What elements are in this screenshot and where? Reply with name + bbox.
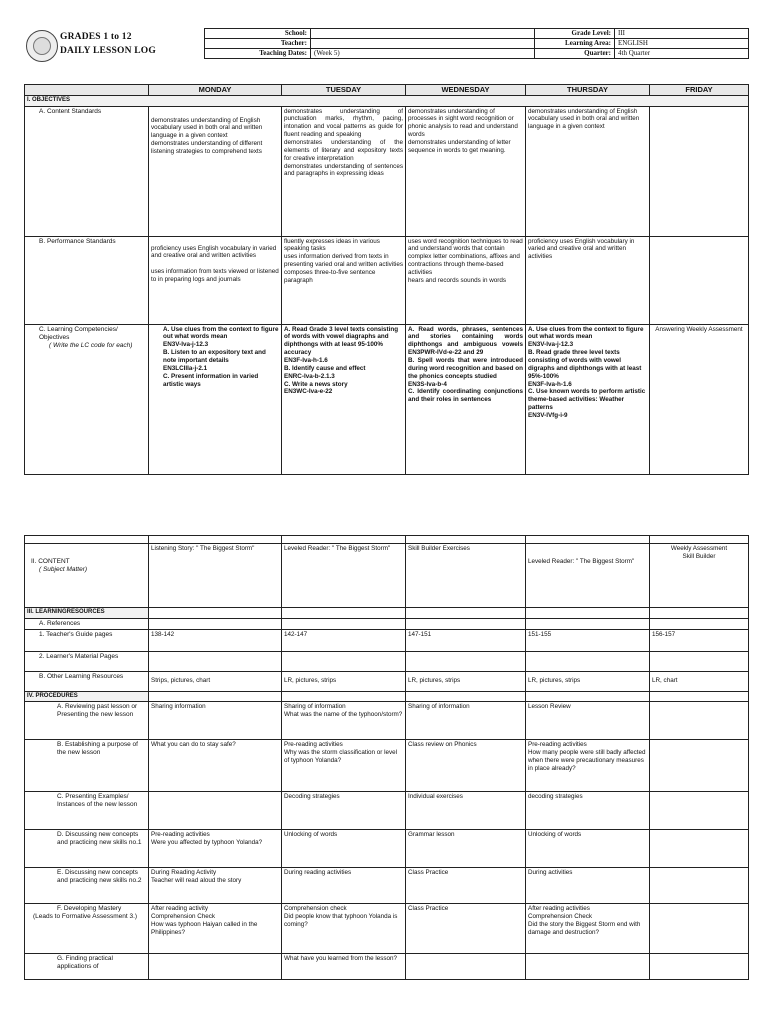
content-standards-cell[interactable]	[650, 106, 749, 236]
teacher-label: Teacher:	[205, 39, 311, 49]
teachers-guide-cell[interactable]: 156-157	[650, 629, 749, 651]
content-standards-cell[interactable]: demonstrates understanding of punctuation marks, rhythm, pacing, intonation and vocal patterns as guide for fluent reading and speaking demonstrates understanding of the elements of literary and expository texts for creative interpretation demonstrates understanding of sentences and paragraphs in expressing ideas	[282, 106, 406, 236]
procedure-label: A. Reviewing past lesson or Presenting the new lesson	[25, 702, 149, 740]
performance-standards-cell[interactable]: uses word recognition techniques to read and understand words that contain complex letter combinations, affixes and contractions through theme-based activities hears and records sounds in words	[406, 236, 526, 324]
header-title-line2: DAILY LESSON LOG	[60, 46, 156, 56]
procedure-cell[interactable]: Unlocking of words	[526, 830, 650, 868]
performance-standards-cell[interactable]: proficiency uses English vocabulary in varied and creative oral and written activities	[526, 236, 650, 324]
header-info-grid	[204, 28, 749, 59]
procedure-cell[interactable]: During reading activities	[282, 868, 406, 904]
procedure-cell[interactable]	[650, 740, 749, 792]
developing-mastery-note: (Leads to Formative Assessment 3.)	[33, 913, 138, 921]
blank-cell	[650, 536, 749, 544]
day-header: MONDAY	[149, 85, 282, 96]
procedure-cell[interactable]: Pre-reading activities Why was the storm classification or level of typhoon Yolanda?	[282, 740, 406, 792]
teaching-dates-field[interactable]: (Week 5)	[311, 49, 535, 59]
subject-matter-cell[interactable]: Skill Builder Exercises	[406, 544, 526, 608]
learning-area-field[interactable]: ENGLISH	[615, 39, 749, 49]
blank-cell	[526, 691, 650, 702]
procedure-cell[interactable]	[650, 868, 749, 904]
corner-cell	[25, 85, 149, 96]
procedure-label	[25, 904, 149, 954]
blank-cell	[406, 608, 526, 619]
other-resources-label: B. Other Learning Resources	[25, 671, 149, 691]
quarter-label: Quarter:	[535, 49, 615, 59]
subject-matter-cell[interactable]: Leveled Reader: " The Biggest Storm"	[282, 544, 406, 608]
other-resources-cell[interactable]: Strips, pictures, chart	[149, 671, 282, 691]
blank-cell	[149, 536, 282, 544]
content-note: ( Subject Matter)	[39, 566, 88, 574]
procedure-cell[interactable]: Class Practice	[406, 868, 526, 904]
other-resources-cell[interactable]: LR, chart	[650, 671, 749, 691]
learning-competencies-title: C. Learning Competencies/ Objectives	[39, 325, 118, 341]
grade-level-field[interactable]: III	[615, 29, 749, 39]
procedure-cell[interactable]	[406, 954, 526, 980]
blank-cell	[526, 536, 650, 544]
procedure-label: E. Discussing new concepts and practicing new skills no.2	[25, 868, 149, 904]
procedure-cell[interactable]	[650, 792, 749, 830]
procedure-cell[interactable]: Pre-reading activities Were you affected by typhoon Yolanda?	[149, 830, 282, 868]
procedure-cell[interactable]: decoding strategies	[526, 792, 650, 830]
blank-cell	[650, 691, 749, 702]
learners-material-label: 2. Learner's Material Pages	[25, 651, 149, 671]
other-resources-cell[interactable]: LR, pictures, strips	[406, 671, 526, 691]
objectives-table	[24, 84, 749, 475]
procedure-cell[interactable]: Lesson Review	[526, 702, 650, 740]
day-header: TUESDAY	[282, 85, 406, 96]
day-header: THURSDAY	[526, 85, 650, 96]
teachers-guide-cell[interactable]: 147-151	[406, 629, 526, 651]
procedure-cell[interactable]: What you can do to stay safe?	[149, 740, 282, 792]
performance-standards-label: B. Performance Standards	[25, 236, 149, 324]
procedure-cell[interactable]	[149, 792, 282, 830]
teachers-guide-cell[interactable]: 138-142	[149, 629, 282, 651]
blank-cell	[149, 608, 282, 619]
learning-competencies-cell[interactable]: Answering Weekly Assessment	[650, 324, 749, 474]
procedure-cell[interactable]: After reading activity Comprehension Check How was typhoon Haiyan called in the Philippines?	[149, 904, 282, 954]
learners-material-cell[interactable]	[149, 651, 282, 671]
subject-matter-cell[interactable]: Listening Story: " The Biggest Storm"	[149, 544, 282, 608]
school-label: School:	[205, 29, 311, 39]
performance-standards-cell[interactable]: proficiency uses English vocabulary in varied and creative oral and written activities uses information from texts viewed or listened to in preparing logs and journals	[149, 236, 282, 324]
procedure-cell[interactable]: Sharing of information	[406, 702, 526, 740]
procedure-label: C. Presenting Examples/ Instances of the new lesson	[25, 792, 149, 830]
teaching-dates-label: Teaching Dates:	[205, 49, 311, 59]
procedure-cell[interactable]: Class review on Phonics	[406, 740, 526, 792]
content-standards-cell[interactable]: demonstrates understanding of English vocabulary used in both oral and written language in a given context	[526, 106, 650, 236]
procedure-label: B. Establishing a purpose of the new lesson	[25, 740, 149, 792]
procedure-cell[interactable]: During Reading Activity Teacher will read aloud the story	[149, 868, 282, 904]
blank-cell	[149, 618, 282, 629]
blank-cell	[650, 618, 749, 629]
procedures-section-label: IV. PROCEDURES	[25, 691, 149, 702]
procedure-cell[interactable]	[526, 954, 650, 980]
learning-competencies-note: ( Write the LC code for each)	[49, 341, 133, 349]
blank-cell	[650, 608, 749, 619]
procedure-cell[interactable]: Decoding strategies	[282, 792, 406, 830]
header-title-line1: GRADES 1 to 12	[60, 32, 132, 42]
procedure-cell[interactable]: Grammar lesson	[406, 830, 526, 868]
objectives-section-label: I. OBJECTIVES	[25, 96, 749, 107]
blank-cell	[282, 608, 406, 619]
learning-competencies-cell[interactable]: A. Use clues from the context to figure out what words mean EN3V-Iva-j-12.3 B. Listen to an expository text and note important details EN3LCIIIa-j-2.1 C. Present information in varied artistic ways	[149, 324, 282, 474]
blank-cell	[25, 536, 149, 544]
content-standards-label: A. Content Standards	[25, 106, 149, 236]
learners-material-cell[interactable]	[650, 651, 749, 671]
subject-matter-cell[interactable]: Weekly Assessment Skill Builder	[650, 544, 749, 608]
learning-resources-section-label: III. LEARNINGRESOURCES	[25, 608, 149, 619]
performance-standards-cell[interactable]	[650, 236, 749, 324]
procedure-cell[interactable]	[650, 702, 749, 740]
subject-matter-cell[interactable]: Leveled Reader: " The Biggest Storm"	[526, 544, 650, 608]
learning-competencies-cell[interactable]: A. Read Grade 3 level texts consisting of words with vowel diagraphs and diphthongs with at least 95-100% accuracy EN3F-Iva-h-1.6 B. Identify cause and effect ENRC-Iva-b-2.1.3 C. Write a news story EN3WC-Iva-e-22	[282, 324, 406, 474]
procedure-cell[interactable]: Sharing of information What was the name of the typhoon/storm?	[282, 702, 406, 740]
blank-cell	[149, 691, 282, 702]
blank-cell	[406, 691, 526, 702]
learners-material-cell[interactable]	[406, 651, 526, 671]
school-field[interactable]	[311, 29, 535, 39]
procedure-cell[interactable]: Class Practice	[406, 904, 526, 954]
procedure-cell[interactable]	[650, 904, 749, 954]
procedure-cell[interactable]: Sharing information	[149, 702, 282, 740]
blank-cell	[406, 618, 526, 629]
content-standards-cell[interactable]: demonstrates understanding of English vocabulary used in both oral and written language in a given context demonstrates understanding of different listening strategies to comprehend texts	[149, 106, 282, 236]
content-title: II. CONTENT	[31, 558, 70, 565]
blank-cell	[282, 691, 406, 702]
procedure-cell[interactable]	[149, 954, 282, 980]
developing-mastery-title: F. Developing Mastery	[57, 905, 122, 913]
teachers-guide-cell[interactable]: 151-155	[526, 629, 650, 651]
other-resources-cell[interactable]: LR, pictures, strips	[282, 671, 406, 691]
references-label: A. References	[25, 618, 149, 629]
blank-cell	[282, 618, 406, 629]
learning-competencies-cell[interactable]: A. Use clues from the context to figure out what words mean EN3V-Iva-j-12.3 B. Read grade three level texts consisting of words with vowel digraphs and diphthongs with at least 95%-100% EN3F-Iva-h-1.6 C. Use known words to perform artistic theme-based activities: Weather patterns EN3V-IVfg-i-9	[526, 324, 650, 474]
procedure-label: D. Discussing new concepts and practicing new skills no.1	[25, 830, 149, 868]
other-resources-cell[interactable]: LR, pictures, strips	[526, 671, 650, 691]
day-header: FRIDAY	[650, 85, 749, 96]
procedure-label: G. Finding practical applications of	[25, 954, 149, 980]
content-label	[25, 544, 149, 608]
teachers-guide-cell[interactable]: 142-147	[282, 629, 406, 651]
learning-competencies-cell[interactable]: A. Read words, phrases, sentences and stories containing words diphthongs and ambiguous vowels EN3PWR-IVd-e-22 and 29 B. Spell words that were introduced during word recognition and based on the phonics concepts studied EN3S-Iva-b-4 C. Identify coordinating conjunctions and their roles in sentences	[406, 324, 526, 474]
learning-area-label: Learning Area:	[535, 39, 615, 49]
teacher-field[interactable]	[311, 39, 535, 49]
blank-cell	[406, 536, 526, 544]
procedure-cell[interactable]	[650, 830, 749, 868]
blank-cell	[526, 618, 650, 629]
procedure-cell[interactable]: After reading activities Comprehension Check Did the story the Biggest Storm end with damage and destruction?	[526, 904, 650, 954]
blank-cell	[526, 608, 650, 619]
day-header: WEDNESDAY	[406, 85, 526, 96]
procedure-cell[interactable]: During activities	[526, 868, 650, 904]
performance-standards-cell[interactable]: fluently expresses ideas in various speaking tasks uses information derived from texts in presenting varied oral and written activities composes three-to-five sentence paragraph	[282, 236, 406, 324]
deped-seal-icon	[26, 30, 58, 62]
procedure-cell[interactable]: What have you learned from the lesson?	[282, 954, 406, 980]
teachers-guide-label: 1. Teacher's Guide pages	[25, 629, 149, 651]
learners-material-cell[interactable]	[282, 651, 406, 671]
lesson-log-header	[24, 28, 748, 64]
quarter-field[interactable]: 4th Quarter	[615, 49, 749, 59]
grade-level-label: Grade Level:	[535, 29, 615, 39]
blank-cell	[282, 536, 406, 544]
learning-competencies-label	[25, 324, 149, 474]
procedure-cell[interactable]	[650, 954, 749, 980]
content-standards-cell[interactable]: demonstrates understanding of processes in sight word recognition or phonic analysis to read and understand words demonstrates understanding of letter sequence in words to get meaning.	[406, 106, 526, 236]
learners-material-cell[interactable]	[526, 651, 650, 671]
procedure-cell[interactable]: Unlocking of words	[282, 830, 406, 868]
day-header-row	[25, 85, 749, 96]
content-procedures-table	[24, 535, 749, 980]
procedure-cell[interactable]: Comprehension check Did people know that typhoon Yolanda is coming?	[282, 904, 406, 954]
procedure-cell[interactable]: Pre-reading activities How many people were still badly affected when there were precautionary measures in place already?	[526, 740, 650, 792]
procedure-cell[interactable]: Individual exercises	[406, 792, 526, 830]
